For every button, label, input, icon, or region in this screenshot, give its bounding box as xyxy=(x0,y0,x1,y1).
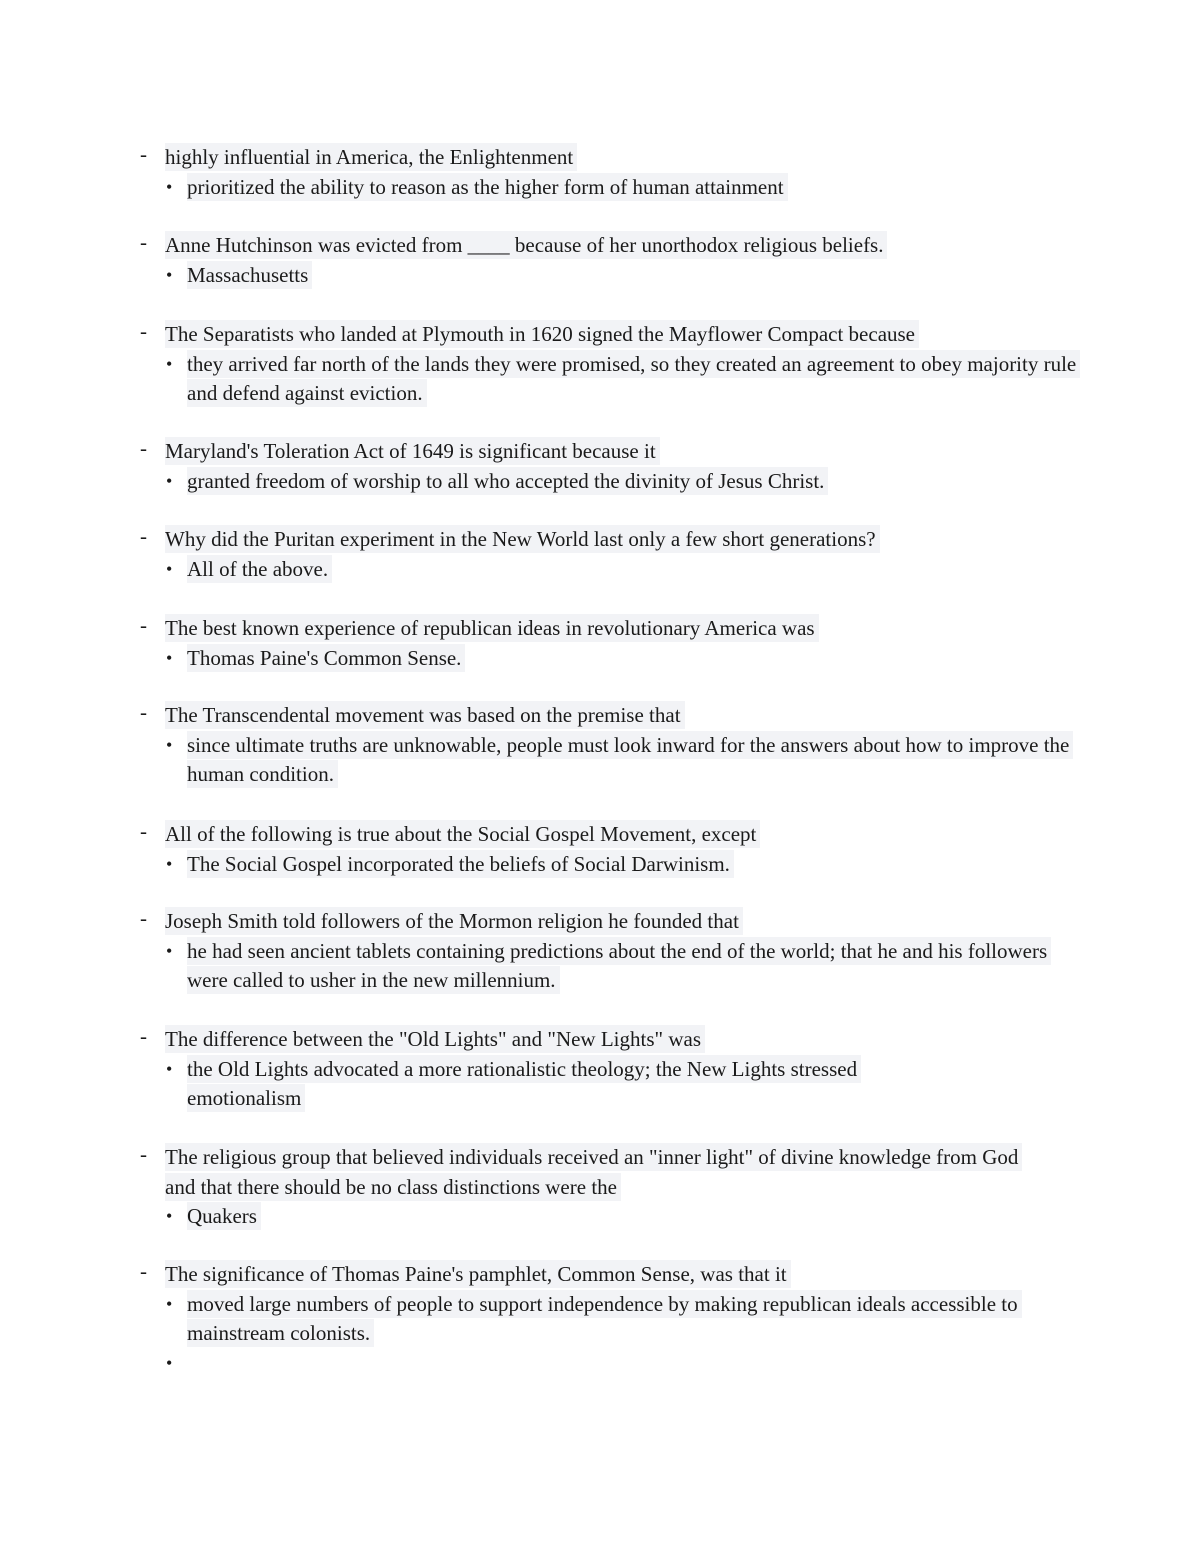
dash-marker: - xyxy=(140,142,147,166)
answer xyxy=(138,173,898,203)
question-text: The significance of Thomas Paine's pamphlet, Common Sense, was that it xyxy=(165,1260,791,1288)
bullet-marker: • xyxy=(166,734,173,755)
question xyxy=(138,1143,1048,1202)
question xyxy=(138,614,1078,644)
qa-item xyxy=(138,525,1078,584)
question xyxy=(138,701,1078,731)
answer xyxy=(138,644,1078,674)
answer xyxy=(138,261,1078,291)
answer xyxy=(138,1202,1048,1232)
dash-marker: - xyxy=(140,319,147,343)
bullet-marker: • xyxy=(166,1058,173,1079)
answer-text: Massachusetts xyxy=(187,261,312,289)
question-text: The best known experience of republican ideas in revolutionary America was xyxy=(165,614,819,642)
answer-text: All of the above. xyxy=(187,555,332,583)
answer xyxy=(138,731,1078,790)
bullet-marker: • xyxy=(166,940,173,961)
question-text: The difference between the "Old Lights" and "New Lights" was xyxy=(165,1025,705,1053)
qa-item xyxy=(138,231,1078,290)
question xyxy=(138,1260,1028,1290)
bullet-marker: • xyxy=(166,264,173,285)
bullet-marker: • xyxy=(166,176,173,197)
qa-item xyxy=(138,320,1078,409)
answer xyxy=(138,467,1078,497)
answer xyxy=(138,850,1078,880)
question-text: Joseph Smith told followers of the Mormon religion he founded that xyxy=(165,907,743,935)
bullet-marker: • xyxy=(166,470,173,491)
question xyxy=(138,231,1078,261)
bullet-marker: • xyxy=(166,353,173,374)
answer-text: Quakers xyxy=(187,1202,261,1230)
qa-item xyxy=(138,907,1078,996)
question xyxy=(138,1025,968,1055)
empty-answer xyxy=(138,1349,1028,1379)
dash-marker: - xyxy=(140,436,147,460)
question xyxy=(138,437,1078,467)
dash-marker: - xyxy=(140,906,147,930)
question xyxy=(138,143,898,173)
dash-marker: - xyxy=(140,819,147,843)
answer-text: Thomas Paine's Common Sense. xyxy=(187,644,465,672)
bullet-marker: • xyxy=(166,853,173,874)
answer-text: granted freedom of worship to all who accepted the divinity of Jesus Christ. xyxy=(187,467,828,495)
question-text: Maryland's Toleration Act of 1649 is significant because it xyxy=(165,437,660,465)
dash-marker: - xyxy=(140,1024,147,1048)
question xyxy=(138,820,1078,850)
bullet-marker: • xyxy=(166,1352,173,1373)
qa-item xyxy=(138,437,1078,496)
qa-item xyxy=(138,820,1078,879)
question-text: The religious group that believed individuals received an "inner light" of divine knowledge from God and that there should be no class distinctions were the xyxy=(165,1143,1022,1201)
dash-marker: - xyxy=(140,524,147,548)
question-text: All of the following is true about the Social Gospel Movement, except xyxy=(165,820,760,848)
bullet-marker: • xyxy=(166,558,173,579)
dash-marker: - xyxy=(140,1142,147,1166)
dash-marker: - xyxy=(140,613,147,637)
answer xyxy=(138,350,1078,409)
answer-text: since ultimate truths are unknowable, people must look inward for the answers about how to improve the human condition. xyxy=(187,731,1073,789)
answer xyxy=(138,1290,1028,1349)
question-text: Anne Hutchinson was evicted from ____ because of her unorthodox religious beliefs. xyxy=(165,231,887,259)
question-text: The Separatists who landed at Plymouth in 1620 signed the Mayflower Compact because xyxy=(165,320,919,348)
dash-marker: - xyxy=(140,1259,147,1283)
answer-text: prioritized the ability to reason as the higher form of human attainment xyxy=(187,173,788,201)
bullet-marker: • xyxy=(166,647,173,668)
question-text: Why did the Puritan experiment in the New World last only a few short generations? xyxy=(165,525,880,553)
answer-text: the Old Lights advocated a more rationalistic theology; the New Lights stressed emotionalism xyxy=(187,1055,861,1113)
answer xyxy=(138,1055,968,1114)
question xyxy=(138,320,1078,350)
answer-text: he had seen ancient tablets containing predictions about the end of the world; that he and his followers were called to usher in the new millennium. xyxy=(187,937,1051,995)
qa-item xyxy=(138,614,1078,673)
answer-text: The Social Gospel incorporated the beliefs of Social Darwinism. xyxy=(187,850,734,878)
question-text: The Transcendental movement was based on the premise that xyxy=(165,701,685,729)
answer-text: moved large numbers of people to support independence by making republican ideals accessible to mainstream colonists. xyxy=(187,1290,1022,1348)
qa-item xyxy=(138,701,1078,790)
qa-item xyxy=(138,143,898,202)
answer xyxy=(138,555,1078,585)
bullet-marker: • xyxy=(166,1293,173,1314)
qa-item xyxy=(138,1260,1028,1378)
bullet-marker: • xyxy=(166,1206,173,1226)
qa-item xyxy=(138,1143,1048,1232)
answer xyxy=(138,937,1078,996)
question xyxy=(138,907,1078,937)
qa-item xyxy=(138,1025,968,1114)
dash-marker: - xyxy=(140,230,147,254)
answer-text: they arrived far north of the lands they were promised, so they created an agreement to obey majority rule and defend against eviction. xyxy=(187,350,1080,408)
dash-marker: - xyxy=(140,700,147,724)
question-text: highly influential in America, the Enlightenment xyxy=(165,143,577,171)
question xyxy=(138,525,1078,555)
